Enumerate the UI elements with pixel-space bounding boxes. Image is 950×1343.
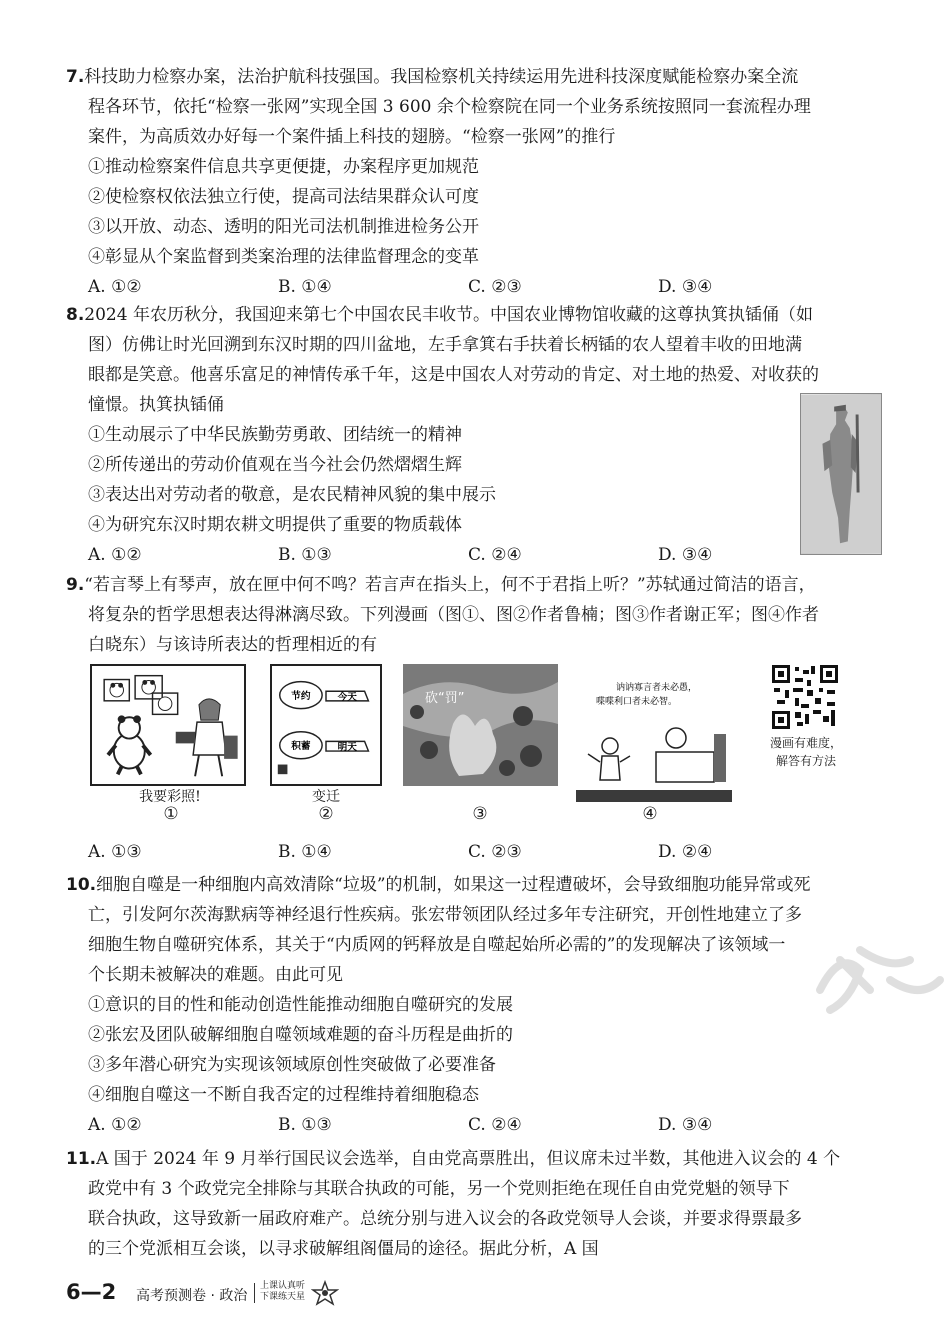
qr-note bbox=[760, 734, 852, 770]
statement-3: ③多年潜心研究为实现该领域原创性突破做了必要准备 bbox=[88, 1055, 496, 1075]
cartoon-label: 积蓄 bbox=[291, 741, 311, 753]
question-text-line: 程各环节，依托“检察一张网”实现全国 3 600 余个检察院在同一个业务系统按照同一套流程办理 bbox=[88, 97, 811, 117]
office-conversation-illustration bbox=[576, 664, 732, 802]
question-text-line: 细胞生物自噬研究体系，其关于“内质网的钙释放是自噬起始所必需的”的发现解决了该领域一 bbox=[88, 935, 786, 955]
option-a[interactable]: A. ①② bbox=[88, 545, 142, 565]
cartoon-3 bbox=[403, 664, 558, 786]
statement-4: ④细胞自噬这一不断自我否定的过程维持着细胞稳态 bbox=[88, 1085, 479, 1105]
option-d[interactable]: D. ③④ bbox=[658, 1115, 713, 1135]
question-text-line: 联合执政，这导致新一届政府难产。总统分别与进入议会的各政党领导人会谈，并要求得票最多 bbox=[88, 1209, 802, 1229]
option-c[interactable]: C. ②④ bbox=[468, 545, 522, 565]
slogan-line: 上课认真听 bbox=[260, 1281, 306, 1291]
footer-divider bbox=[254, 1283, 255, 1303]
piggybank-tags-illustration bbox=[272, 666, 380, 784]
option-d[interactable]: D. ③④ bbox=[658, 545, 713, 565]
question-text-line: “若言琴上有琴声，放在匣中何不鸣？若言声在指头上，何不于君指上听？”苏轼通过简洁的语言， bbox=[84, 575, 816, 595]
question-text-line: 的三个党派相互会谈，以寻求破解组阁僵局的途径。据此分析，A 国 bbox=[88, 1239, 599, 1259]
options-row bbox=[66, 540, 886, 570]
option-c[interactable]: C. ②③ bbox=[468, 842, 522, 862]
option-a[interactable]: A. ①② bbox=[88, 277, 142, 297]
cartoon-1 bbox=[90, 664, 246, 786]
option-b[interactable]: B. ①④ bbox=[278, 842, 332, 862]
statement-2: ②所传递出的劳动价值观在当今社会仍然熠熠生辉 bbox=[88, 455, 462, 475]
felling-tree-illustration bbox=[403, 664, 558, 786]
option-b[interactable]: B. ①③ bbox=[278, 1115, 332, 1135]
question-text-line: 案件，为高质效办好每一个案件插上科技的翅膀。“检察一张网”的推行 bbox=[88, 127, 616, 147]
question-text-line: 憧憬。执箕执锸俑 bbox=[88, 395, 224, 415]
brush-watermark-icon bbox=[800, 930, 950, 1020]
cartoon-number: ④ bbox=[642, 804, 658, 824]
question-7 bbox=[66, 62, 886, 302]
question-number: 9. bbox=[66, 575, 85, 595]
cartoon-number: ③ bbox=[472, 804, 488, 824]
cartoon-label: 明天 bbox=[337, 742, 357, 754]
figurine-photo bbox=[800, 393, 882, 555]
panda-photographer-illustration bbox=[92, 666, 244, 784]
question-text-line: A 国于 2024 年 9 月举行国民议会选举，自由党高票胜出，但议席未过半数，其他进入议会的 4 个 bbox=[96, 1149, 841, 1169]
question-text-line: 科技助力检察办案，法治护航科技强国。我国检察机关持续运用先进科技深度赋能检察办案全流 bbox=[84, 67, 799, 87]
question-9-options bbox=[66, 837, 886, 867]
statement-3: ③以开放、动态、透明的阳光司法机制推进检务公开 bbox=[88, 217, 479, 237]
statement-4: ④彰显从个案监督到类案治理的法律监督理念的变革 bbox=[88, 247, 479, 267]
cartoon-2 bbox=[270, 664, 382, 786]
question-text-line: 将复杂的哲学思想表达得淋漓尽致。下列漫画（图①、图②作者鲁楠；图③作者谢正军；图④作者 bbox=[88, 605, 819, 625]
option-b[interactable]: B. ①③ bbox=[278, 545, 332, 565]
qr-note-line: 解答有方法 bbox=[775, 754, 836, 768]
watermark bbox=[800, 930, 950, 1020]
options-row bbox=[66, 837, 886, 867]
question-text-line: 个长期未被解决的难题。由此可见 bbox=[88, 965, 343, 985]
question-text-line: 图）仿佛让时光回溯到东汉时期的四川盆地，左手拿箕右手扶着长柄锸的农人望着丰收的田地满 bbox=[88, 335, 802, 355]
question-9 bbox=[66, 570, 886, 660]
page-number: 6—2 bbox=[66, 1280, 117, 1304]
cartoon-caption: 我要彩照! bbox=[139, 789, 201, 805]
question-number: 8. bbox=[66, 305, 85, 325]
question-text-line: 政党中有 3 个政党完全排除与其联合执政的可能，另一个党则拒绝在现任自由党党魁的领导下 bbox=[88, 1179, 790, 1199]
cartoon-label: 喋喋利口者未必智。 bbox=[596, 697, 678, 707]
question-number: 11. bbox=[66, 1149, 97, 1169]
qr-note-line: 漫画有难度， bbox=[769, 736, 842, 750]
question-text-line: 眼都是笑意。他喜乐富足的神情传承千年，这是中国农人对劳动的肯定、对土地的热爱、对收获的 bbox=[88, 365, 819, 385]
option-a[interactable]: A. ①② bbox=[88, 1115, 142, 1135]
question-8 bbox=[66, 300, 886, 570]
question-text-line: 白晓东）与该诗所表达的哲理相近的有 bbox=[88, 635, 377, 655]
cartoon-4 bbox=[576, 664, 732, 802]
cartoon-label: 节约 bbox=[291, 690, 311, 702]
qr-code-icon bbox=[771, 664, 839, 730]
question-text-line: 细胞自噬是一种细胞内高效清除“垃圾”的机制，如果这一过程遭破坏，会导致细胞功能异常或死 bbox=[96, 875, 811, 895]
statement-1: ①生动展示了中华民族勤劳勇敢、团结统一的精神 bbox=[88, 425, 462, 445]
question-number: 10. bbox=[66, 875, 97, 895]
cartoon-number: ① bbox=[163, 804, 179, 824]
option-d[interactable]: D. ③④ bbox=[658, 277, 713, 297]
cartoon-label: 砍“罚” bbox=[425, 691, 465, 706]
question-text-line: 2024 年农历秋分，我国迎来第七个中国农民丰收节。中国农业博物馆收藏的这尊执箕执锸俑（如 bbox=[84, 305, 813, 325]
question-number: 7. bbox=[66, 67, 85, 87]
figurine-illustration bbox=[801, 394, 881, 554]
statement-2: ②使检察权依法独立行使，提高司法结果群众认可度 bbox=[88, 187, 479, 207]
option-a[interactable]: A. ①③ bbox=[88, 842, 142, 862]
option-c[interactable]: C. ②③ bbox=[468, 277, 522, 297]
qr-code[interactable] bbox=[771, 664, 839, 730]
question-10 bbox=[66, 870, 886, 1140]
option-c[interactable]: C. ②④ bbox=[468, 1115, 522, 1135]
statement-1: ①意识的目的性和能动创造性能推动细胞自噬研究的发展 bbox=[88, 995, 513, 1015]
statement-1: ①推动检察案件信息共享更便捷，办案程序更加规范 bbox=[88, 157, 479, 177]
statement-2: ②张宏及团队破解细胞自噬领域难题的奋斗历程是曲折的 bbox=[88, 1025, 513, 1045]
statement-3: ③表达出对劳动者的敬意，是农民精神风貌的集中展示 bbox=[88, 485, 496, 505]
cartoon-label: 讷讷寡言者未必愚， bbox=[616, 683, 698, 693]
statement-4: ④为研究东汉时期农耕文明提供了重要的物质载体 bbox=[88, 515, 462, 535]
star-logo-icon bbox=[311, 1280, 339, 1306]
cartoon-label: 今天 bbox=[337, 691, 357, 703]
cartoon-number: ② bbox=[318, 804, 334, 824]
option-d[interactable]: D. ②④ bbox=[658, 842, 713, 862]
slogan-line: 下课练天星 bbox=[260, 1292, 306, 1302]
options-row bbox=[66, 1110, 886, 1140]
footer-slogan bbox=[260, 1281, 305, 1303]
book-title: 高考预测卷 · 政治 bbox=[136, 1288, 248, 1304]
option-b[interactable]: B. ①④ bbox=[278, 277, 332, 297]
question-11 bbox=[66, 1144, 886, 1264]
question-text-line: 亡，引发阿尔茨海默病等神经退行性疾病。张宏带领团队经过多年专注研究，开创性地建立了多 bbox=[88, 905, 802, 925]
cartoon-caption: 变迁 bbox=[312, 789, 340, 805]
options-row bbox=[66, 272, 886, 302]
